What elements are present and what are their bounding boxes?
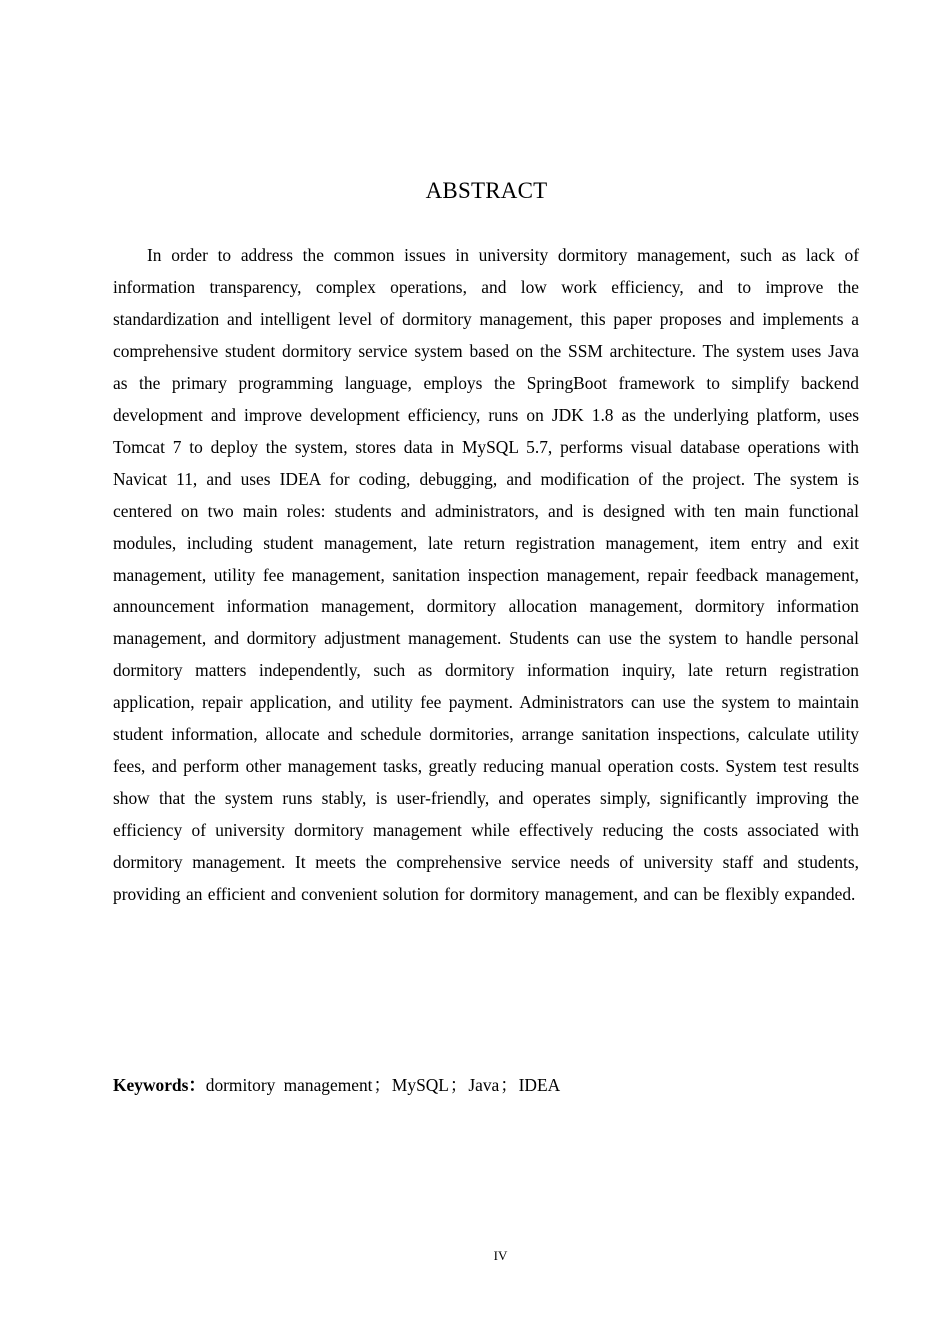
keyword-item: MySQL bbox=[391, 1075, 449, 1095]
abstract-title: ABSTRACT bbox=[425, 178, 548, 203]
keyword-separator: ； bbox=[373, 1075, 391, 1095]
keyword-item: IDEA bbox=[518, 1075, 561, 1095]
keyword-item: dormitory management bbox=[205, 1075, 373, 1095]
abstract-body-text: In order to address the common issues in university dormitory management, such as lack of information transparency, complex operations, and low work efficiency, and to improve the standardization and intelligent level of dormitory management, this paper proposes and implements a comprehensive student dormitory service system based on the SSM architecture. The system uses Java as the primary programming language, employs the SpringBoot framework to simplify backend development and improve development efficiency, runs on JDK 1.8 as the underlying platform, uses Tomcat 7 to deploy the system, stores data in MySQL 5.7, performs visual database operations with Navicat 11, and uses IDEA for coding, debugging, and modification of the project. The system is centered on two main roles: students and administrators, and is designed with ten main functional modules, including student management, late return registration management, item entry and exit management, utility fee management, sanitation inspection management, repair feedback management, announcement information management, dormitory allocation management, dormitory information management, and dormitory adjustment management. Students can use the system to handle personal dormitory matters independently, such as dormitory information inquiry, late return registration application, repair application, and utility fee payment. Administrators can use the system to maintain student information, allocate and schedule dormitories, arrange sanitation inspections, calculate utility fees, and perform other management tasks, greatly reducing manual operation costs. System test results show that the system runs stably, is user-friendly, and operates simply, significantly improving the efficiency of university dormitory management while effectively reducing the costs associated with dormitory management. It meets the comprehensive service needs of university staff and students, providing an efficient and convenient solution for dormitory management, and can be flexibly expanded. bbox=[113, 245, 859, 905]
page-number: IV bbox=[493, 1248, 508, 1263]
keyword-separator: ； bbox=[449, 1075, 468, 1095]
keyword-item: Java bbox=[468, 1075, 500, 1095]
keywords-line bbox=[113, 1070, 859, 1101]
keyword-separator: ； bbox=[500, 1075, 518, 1095]
keywords-label: Keywords： bbox=[113, 1075, 206, 1095]
